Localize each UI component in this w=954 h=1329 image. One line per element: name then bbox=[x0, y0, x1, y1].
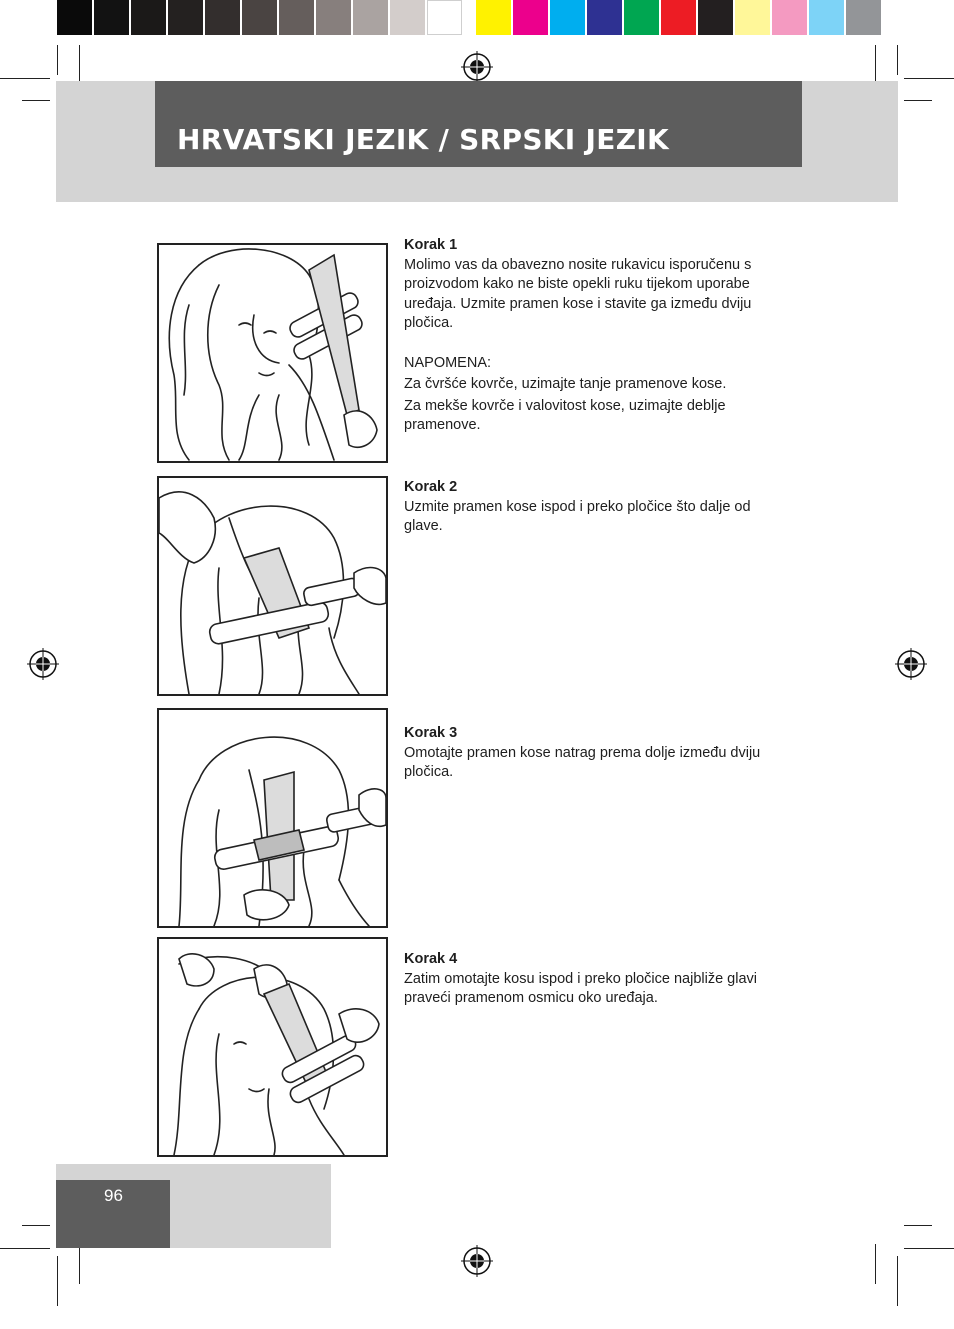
color-bar-gap bbox=[464, 0, 476, 38]
color-swatch bbox=[735, 0, 770, 35]
crop-mark bbox=[0, 1248, 50, 1249]
color-swatch bbox=[698, 0, 733, 35]
crop-mark bbox=[79, 45, 80, 85]
step-2-illustration bbox=[157, 476, 388, 696]
step-4-illustration bbox=[157, 937, 388, 1157]
step-body: Uzmite pramen kose ispod i preko pločice što dalje od glave. bbox=[404, 498, 751, 534]
color-swatch bbox=[809, 0, 844, 35]
note-line: Za čvršće kovrče, uzimajte tanje pramenove kose. bbox=[404, 376, 727, 392]
color-swatch bbox=[550, 0, 585, 35]
color-swatch bbox=[57, 0, 92, 35]
color-swatch bbox=[513, 0, 548, 35]
color-swatch bbox=[427, 0, 462, 35]
color-calibration-bar bbox=[57, 0, 883, 38]
note-line: Za mekše kovrče i valovitost kose, uzimajte deblje pramenove. bbox=[404, 397, 726, 433]
crop-mark bbox=[79, 1244, 80, 1284]
crop-mark bbox=[904, 1225, 932, 1226]
color-swatch bbox=[168, 0, 203, 35]
color-swatch bbox=[476, 0, 511, 35]
color-swatch bbox=[624, 0, 659, 35]
page-title: HRVATSKI JEZIK / SRPSKI JEZIK bbox=[177, 123, 670, 156]
color-swatch bbox=[205, 0, 240, 35]
step-title: Korak 3 bbox=[404, 725, 458, 741]
color-swatch bbox=[846, 0, 881, 35]
color-swatch bbox=[131, 0, 166, 35]
color-swatch bbox=[242, 0, 277, 35]
crop-mark bbox=[57, 45, 58, 75]
step-1-illustration bbox=[157, 243, 388, 463]
registration-mark-icon bbox=[27, 648, 59, 680]
color-swatch bbox=[390, 0, 425, 35]
crop-mark bbox=[0, 78, 50, 79]
step-4 bbox=[404, 950, 784, 1009]
step-title: Korak 2 bbox=[404, 479, 458, 495]
header-title-box bbox=[155, 81, 802, 167]
crop-mark bbox=[875, 1244, 876, 1284]
color-swatch bbox=[279, 0, 314, 35]
step-2 bbox=[404, 478, 784, 537]
page-number-box bbox=[56, 1180, 170, 1248]
registration-mark-icon bbox=[895, 648, 927, 680]
step-1 bbox=[404, 236, 784, 436]
color-swatch bbox=[316, 0, 351, 35]
crop-mark bbox=[22, 100, 50, 101]
crop-mark bbox=[57, 1256, 58, 1306]
step-body: Molimo vas da obavezno nosite rukavicu isporučenu s proizvodom kako ne biste opekli ruku tijekom uporabe uređaja. Uzmite pramen kose i stavite ga između dviju pločica. bbox=[404, 256, 752, 331]
crop-mark bbox=[897, 45, 898, 75]
crop-mark bbox=[875, 45, 876, 85]
crop-mark bbox=[22, 1225, 50, 1226]
step-body: Omotajte pramen kose natrag prema dolje između dviju pločica. bbox=[404, 744, 761, 780]
crop-mark bbox=[904, 1248, 954, 1249]
page-number: 96 bbox=[104, 1186, 123, 1205]
crop-mark bbox=[904, 78, 954, 79]
step-3-illustration bbox=[157, 708, 388, 928]
color-swatch bbox=[661, 0, 696, 35]
step-title: Korak 1 bbox=[404, 237, 458, 253]
step-title: Korak 4 bbox=[404, 951, 458, 967]
color-swatch bbox=[94, 0, 129, 35]
color-swatch bbox=[772, 0, 807, 35]
color-swatch bbox=[587, 0, 622, 35]
step-3 bbox=[404, 724, 784, 783]
color-swatch bbox=[353, 0, 388, 35]
note-label: NAPOMENA: bbox=[404, 354, 492, 371]
registration-mark-icon bbox=[461, 51, 493, 83]
registration-mark-icon bbox=[461, 1245, 493, 1277]
crop-mark bbox=[897, 1256, 898, 1306]
step-body: Zatim omotajte kosu ispod i preko pločice najbliže glavi praveći pramenom osmicu oko uređaja. bbox=[404, 970, 758, 1006]
crop-mark bbox=[904, 100, 932, 101]
